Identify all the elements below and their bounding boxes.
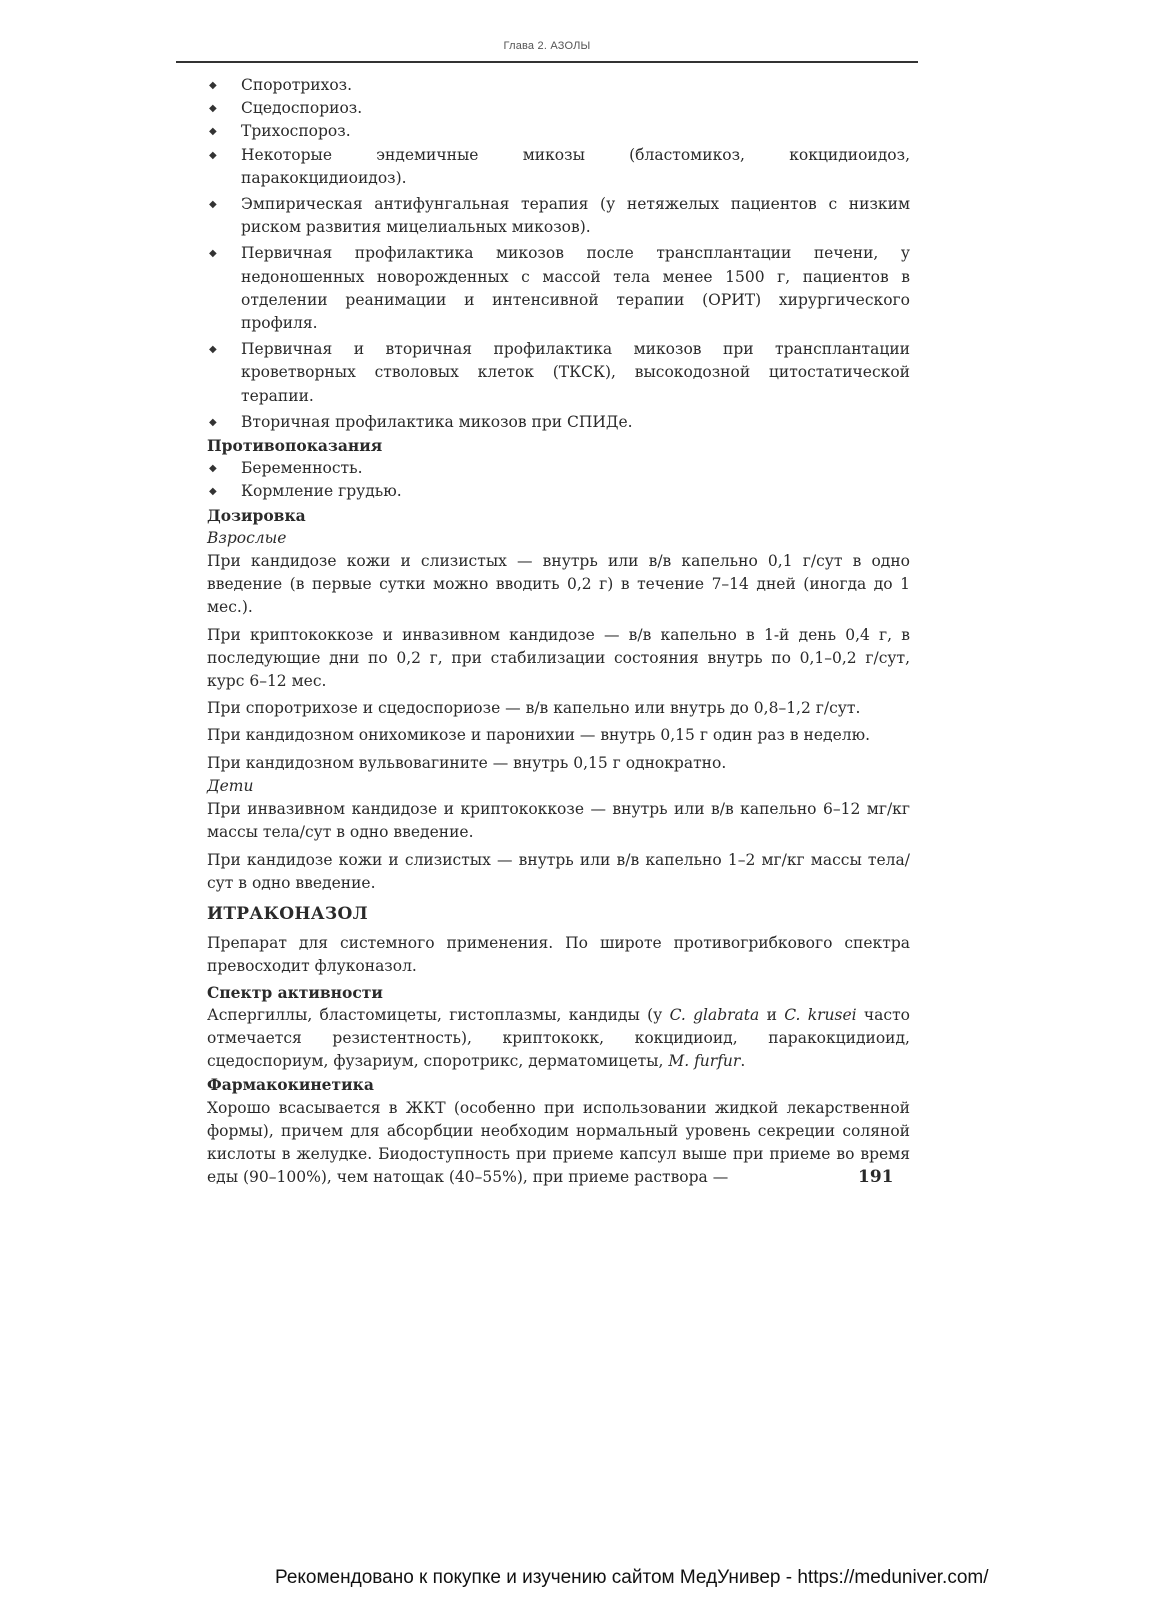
indications-list <box>207 74 910 434</box>
dosage-paragraph: При кандидозном онихомикозе и паронихии — внутрь 0,15 г один раз в неделю. <box>207 726 871 745</box>
list-item: ◆ Трихоспороз. <box>207 120 910 143</box>
diamond-bullet-icon <box>209 74 217 97</box>
children-subheading: Дети <box>207 776 254 795</box>
spectrum-paragraph: Аспергиллы, бластомицеты, гистоплазмы, кандиды (у C. glabrata и C. krusei часто отмечается резистентность), криптококк, кокцидиоид, паракокцидиоид, сцедоспориум, фузариум, споротрикс, дерматомицеты, M. furfur. <box>207 1005 910 1071</box>
pharmacokinetics-paragraph: Хорошо всасывается в ЖКТ (особенно при использовании жидкой лекарственной формы), причем для абсорбции необходим нормальный уровень секреции соляной кислоты в желудке. Биодоступность при приеме капсул выше при приеме во время еды (90–100%), чем натощак (40–55%), при приеме раствора — <box>207 1098 910 1187</box>
list-item: ◆ Кормление грудью. <box>207 480 910 503</box>
section-title-itraconazole: ИТРАКОНАЗОЛ <box>207 903 368 924</box>
dosage-paragraph: При кандидозном вульвовагините — внутрь 0,15 г однократно. <box>207 753 727 772</box>
list-item: ◆ Споротрихоз. <box>207 74 910 97</box>
diamond-bullet-icon <box>209 338 217 361</box>
diamond-bullet-icon <box>209 193 217 216</box>
diamond-bullet-icon <box>209 457 217 480</box>
page-number: 191 <box>858 1167 894 1187</box>
dosage-heading: Дозировка <box>207 505 306 525</box>
diamond-bullet-icon <box>209 97 217 120</box>
list-item: ◆ Первичная и вторичная профилактика микозов при трансплантации кроветворных стволовых клеток (ТКСК), высокодозной цитостатической терапии. <box>207 338 910 408</box>
list-item: ◆ Беременность. <box>207 457 910 480</box>
diamond-bullet-icon <box>209 120 217 143</box>
footer-link[interactable]: Рекомендовано к покупке и изучению сайтом МедУнивер - https://meduniver.com/ <box>275 1567 989 1588</box>
list-item: ◆ Сцедоспориоз. <box>207 97 910 120</box>
dosage-paragraph: При споротрихозе и сцедоспориозе — в/в капельно или внутрь до 0,8–1,2 г/сут. <box>207 699 861 718</box>
list-item: ◆ Некоторые эндемичные микозы (бластомикоз, кокцидиоидоз, паракокцидиоидоз). <box>207 144 910 190</box>
diamond-bullet-icon <box>209 411 217 434</box>
list-item: ◆ Первичная профилактика микозов после трансплантации печени, у недоношенных новорожденных с массой тела менее 1500 г, пациентов в отделении реанимации и интенсивной терапии (ОРИТ) хирургического профиля. <box>207 242 910 335</box>
diamond-bullet-icon <box>209 144 217 167</box>
list-item: ◆ Вторичная профилактика микозов при СПИДе. <box>207 411 910 434</box>
header-rule <box>176 61 918 63</box>
diamond-bullet-icon <box>209 480 217 503</box>
list-item: ◆ Эмпирическая антифунгальная терапия (у нетяжелых пациентов с низким риском развития мицелиальных микозов). <box>207 193 910 239</box>
running-head: Глава 2. АЗОЛЫ <box>503 40 591 52</box>
dosage-paragraph: При инвазивном кандидозе и криптококкозе — внутрь или в/в капельно 6–12 мг/кг массы тела/сут в одно введение. <box>207 800 910 842</box>
page-content <box>207 74 910 1189</box>
contraindications-list <box>207 457 910 503</box>
spectrum-heading: Спектр активности <box>207 982 383 1002</box>
dosage-paragraph: При кандидозе кожи и слизистых — внутрь или в/в капельно 1–2 мг/кг массы тела/сут в одно введение. <box>207 850 910 892</box>
dosage-paragraph: При кандидозе кожи и слизистых — внутрь или в/в капельно 0,1 г/сут в одно введение (в первые сутки можно вводить 0,2 г) в течение 7–14 дней (иногда до 1 мес.). <box>207 552 910 617</box>
itraconazole-intro: Препарат для системного применения. По широте противогрибкового спектра превосходит флуконазол. <box>207 934 910 976</box>
contraindications-heading: Противопоказания <box>207 436 383 456</box>
pharmacokinetics-heading: Фармакокинетика <box>207 1075 374 1095</box>
dosage-paragraph: При криптококкозе и инвазивном кандидозе — в/в капельно в 1-й день 0,4 г, в последующие дни по 0,2 г, при стабилизации состояния внутрь по 0,1–0,2 г/сут, курс 6–12 мес. <box>207 625 910 691</box>
adults-subheading: Взрослые <box>207 528 287 547</box>
diamond-bullet-icon <box>209 242 217 265</box>
